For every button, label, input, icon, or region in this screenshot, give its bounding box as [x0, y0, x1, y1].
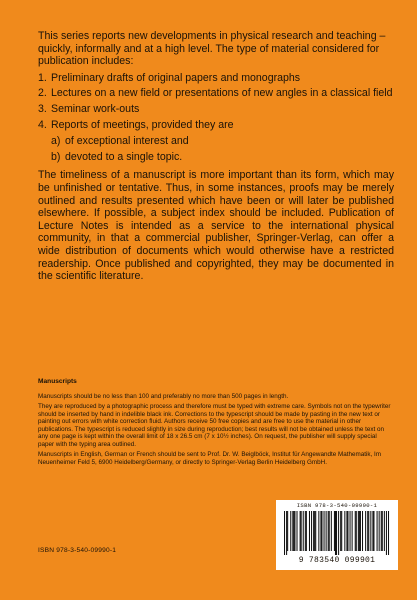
manuscripts-heading: Manuscripts [38, 378, 77, 385]
list-item: 1. Preliminary drafts of original papers and monographs [38, 71, 301, 84]
meeting-criteria-list [51, 135, 394, 163]
list-item: 3. Seminar work-outs [38, 102, 140, 115]
list-item: 4. Reports of meetings, provided they are [38, 118, 234, 131]
barcode-box [276, 500, 398, 570]
series-description [38, 30, 394, 283]
list-item: b) devoted to a single topic. [51, 150, 183, 163]
manuscripts-address: Manuscripts in English, German or French should be sent to Prof. Dr. W. Beiglböck, Institut für Angewandte Mathematik, Im Neuenheimer Feld 5, 6900 Heidelberg/Germany, or directly to Springer-Verlag Berlin Heidelberg GmbH. [38, 451, 381, 466]
manuscripts-length: Manuscripts should be no less than 100 and preferably no more than 500 pages in length. [38, 392, 289, 400]
barcode-isbn-label: ISBN 978-3-540-09990-1 [296, 502, 378, 509]
manuscripts-section [38, 378, 394, 469]
barcode-icon [284, 511, 390, 555]
intro-lead: This series reports new developments in physical research and teaching – quickly, informally and at a high level. The type of material considered for publication includes: [38, 30, 386, 68]
barcode-digits: 9 783540 099901 [298, 556, 376, 565]
list-item: a) of exceptional interest and [51, 135, 189, 148]
material-list [38, 72, 394, 131]
isbn-footer: ISBN 978-3-540-09990-1 [38, 547, 117, 554]
manuscripts-instructions: They are reproduced by a photographic process and therefore must be typed with extreme care. Symbols not on the typewriter should be inserted by hand in indelible black ink. Corrections to the typescript should be made by pasting in the new text or painting out errors with white correction fluid. Authors receive 50 free copies and are free to use the material in other publications. The typescript is reduced slightly in size during reproduction; best results will not be obtained unless the text on any one page is kept within the overall limit of 18 x 26.5 cm (7 x 10½ inches). On request, the publisher will supply special paper with the typing area outlined. [38, 403, 391, 448]
timeliness-paragraph: The timeliness of a manuscript is more important than its form, which may be unfinished or tentative. Thus, in some instances, proofs may be merely outlined and results presented which have been or will later be published elsewhere. If possible, a subject index should be included. Publication of Lecture Notes is intended as a service to the international physical community, in that a commercial publisher, Springer-Verlag, can offer a wide distribution of documents which would otherwise have a restricted readership. Once published and copyrighted, they may be documented in the scientific literature. [38, 169, 394, 283]
list-item: 2. Lectures on a new field or presentations of new angles in a classical field [38, 87, 393, 100]
